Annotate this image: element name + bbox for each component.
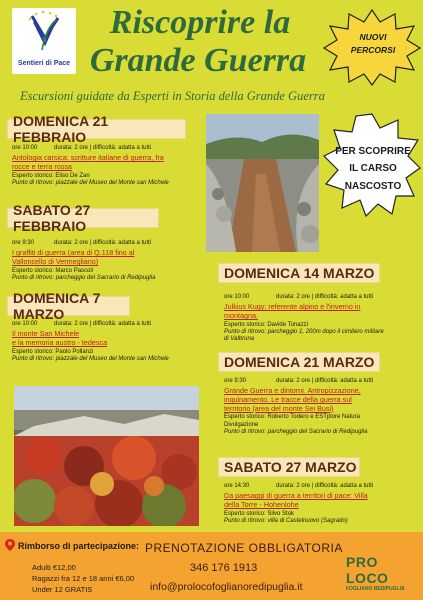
event-title-link[interactable]: territorio (area del monte Sei Busi) xyxy=(224,403,334,413)
badge-line2: PERCORSI xyxy=(350,45,396,55)
price-child: Under 12 GRATIS xyxy=(32,585,93,594)
event-info: durata: 2 ore | difficoltà: adatta a tutti xyxy=(276,483,374,489)
callout-line3: NASCOSTO xyxy=(344,181,402,192)
event-title-link[interactable]: Da paesaggi di guerra a territori di pace: Villa xyxy=(224,491,368,501)
event-date-banner: SABATO 27 MARZO xyxy=(218,457,360,477)
logo-text: Sentieri di Pace xyxy=(17,60,71,67)
event-meeting-point: Punto di ritrovo: parcheggio 1, 200m dopo il cimitero militare xyxy=(224,329,384,335)
event-date-banner: DOMENICA 21 MARZO xyxy=(218,352,380,372)
event-meeting-point: di Valbruna xyxy=(224,336,255,343)
event-date-banner: DOMENICA 21 FEBBRAIO xyxy=(7,119,186,139)
refund-title: Rimborso di partecipazione: xyxy=(18,541,140,551)
event-title-link[interactable]: Il monte San Michele xyxy=(12,329,80,339)
event-info: durata: 2 ore | difficoltà: adatta a tutti xyxy=(276,294,374,300)
callout-line1: PER SCOPRIRE xyxy=(335,146,411,157)
event-details xyxy=(12,240,212,282)
event-details xyxy=(224,378,423,436)
olive-branch-icon xyxy=(12,8,76,58)
logo xyxy=(12,8,76,74)
event-meeting-point: Punto di ritrovo: villa di Castelnuovo (Sagrado) xyxy=(224,518,348,524)
event-info: durata: 2 ore | difficoltà: adatta a tutti xyxy=(54,145,152,151)
event-title-link[interactable]: Julkius Kugy: referente alpino e l'inverno in xyxy=(224,302,361,312)
proloco-logo xyxy=(346,554,418,592)
event-meeting-point: Punto di ritrovo: piazzale del Museo del Monte san Michele xyxy=(12,180,169,186)
price-adult: Adulti €12,00 xyxy=(32,563,76,572)
autumn-trench-photo xyxy=(14,386,199,526)
event-meeting-point: Punto di ritrovo: parcheggio del Sacrario di Redipuglia xyxy=(12,275,156,281)
page-title-line2: Grande Guerra xyxy=(89,42,307,79)
event-title-link[interactable]: Grande Guerra e dintorni. Antropizzazione, xyxy=(224,386,361,396)
proloco-sub: FOGLIANO REDIPUGLIA xyxy=(346,586,405,592)
booking-required: PRENOTAZIONE OBBLIGATORIA xyxy=(145,541,343,555)
badge-line1: NUOVI xyxy=(359,32,387,42)
event-expert: Esperto storico: Roberto Todero e ESTplore Natura xyxy=(224,414,360,421)
event-date-banner: DOMENICA 7 MARZO xyxy=(7,296,130,316)
event-date-banner: DOMENICA 14 MARZO xyxy=(218,263,380,283)
event-details xyxy=(224,294,423,344)
event-expert: Esperto storico: Silvo Stok xyxy=(224,510,295,517)
event-meeting-point: Punto di ritrovo: parcheggio del Sacrario di Redipuglia xyxy=(224,429,368,435)
event-title-link[interactable]: rocce e terra rossa xyxy=(12,162,72,171)
subtitle: Escursioni guidate da Esperti in Storia della Grande Guerra xyxy=(20,89,325,103)
event-time: ore 9:30 xyxy=(12,240,35,246)
email-link[interactable]: info@prolocofoglianoredipuglia.it xyxy=(150,581,303,593)
event-details xyxy=(12,145,212,187)
event-expert: Esperto storico: Marco Pascoli xyxy=(12,267,94,274)
event-time: ore 9:30 xyxy=(224,378,247,384)
event-info: durata: 2 ore | difficoltà: adatta a tutti xyxy=(54,321,152,327)
event-details xyxy=(12,321,212,363)
event-info: durata: 2 ore | difficoltà: adatta a tutti xyxy=(54,240,152,246)
event-time: ore 14:30 xyxy=(224,483,250,489)
trench-photo xyxy=(206,114,319,252)
location-pin-icon xyxy=(4,538,16,552)
event-title-link[interactable]: Valloncello di Vermegliano) xyxy=(12,257,99,266)
event-title-link[interactable]: Antologia carsica: scritture italiane di guerra, fra xyxy=(12,153,164,163)
event-title-link[interactable]: I graffiti di guerra (area di Q.118 fino al xyxy=(12,248,135,258)
page-title-line1: Riscoprire la xyxy=(109,4,291,41)
event-meeting-point: Punto di ritrovo: piazzale del Museo del Monte san Michele xyxy=(12,356,169,362)
event-expert: Esperto storico: Paolo Pollanzi xyxy=(12,348,94,355)
event-date-banner: SABATO 27 FEBBRAIO xyxy=(7,208,159,228)
event-details xyxy=(224,483,423,525)
event-time: ore 10:00 xyxy=(12,321,38,327)
event-title-link[interactable]: montagna. xyxy=(224,311,258,320)
event-expert: Divulgazione xyxy=(224,421,259,428)
event-time: ore 10:00 xyxy=(224,294,250,300)
event-title-link[interactable]: e la memoria austro - tedesca xyxy=(12,338,108,347)
event-expert: Esperto storico: Davide Tonazzi xyxy=(224,321,308,328)
price-teen: Ragazzi fra 12 e 18 anni €6,00 xyxy=(32,574,135,583)
phone-number[interactable]: 346 176 1913 xyxy=(190,562,258,574)
event-title-link[interactable]: della Torre - Hohenlohe xyxy=(224,500,299,509)
event-time: ore 10:00 xyxy=(12,145,38,151)
event-expert: Esperto storico: Eliso De Zan xyxy=(12,172,90,179)
event-info: durata: 2 ore | difficoltà: adatta a tutti xyxy=(276,378,374,384)
callout-line2: IL CARSO xyxy=(349,163,397,174)
footer xyxy=(0,532,423,600)
event-title-link[interactable]: inquinamento. Le tracce della guerra sul xyxy=(224,395,352,404)
proloco-name: PRO LOCO xyxy=(346,554,389,586)
